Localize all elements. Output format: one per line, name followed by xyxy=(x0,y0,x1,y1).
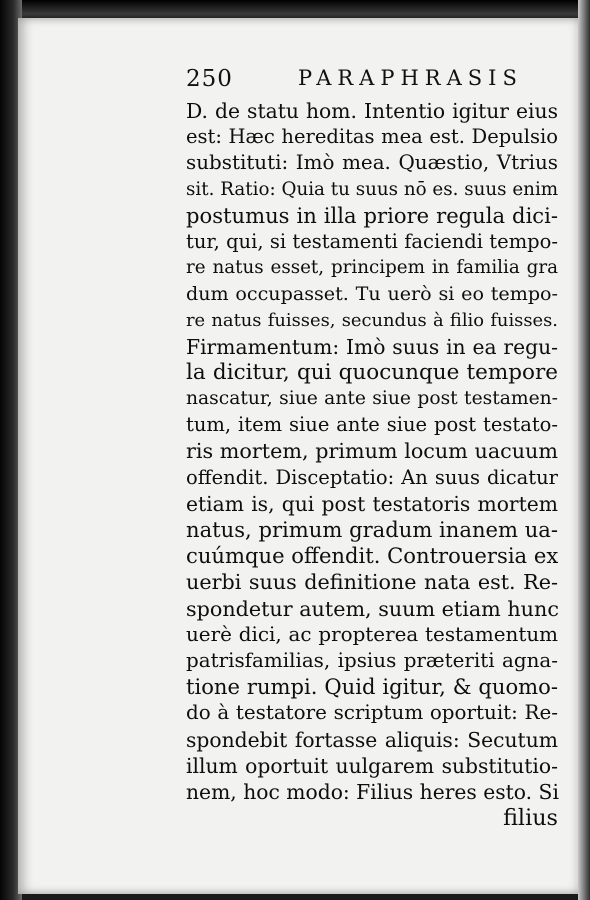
text-line: re natus esset, principem in familia gra xyxy=(186,257,558,279)
text-line: illum oportuit uulgarem substitutio- xyxy=(186,753,558,778)
text-line: dum occupasset. Tu uerò si eo tempo- xyxy=(186,282,558,306)
book-fore-edge xyxy=(578,0,590,900)
text-line: Firmamentum: Imò suus in ea regu- xyxy=(186,334,558,359)
text-line: la dicitur, qui quocunque tempore xyxy=(186,359,558,385)
text-line: ris mortem, primum locum uacuum xyxy=(186,439,558,464)
text-line: substituti: Imò mea. Quæstio, Vtrius xyxy=(186,151,558,175)
text-line: offendit. Disceptatio: An suus dicatur xyxy=(186,465,558,489)
running-title: PARAPHRASIS xyxy=(298,66,523,90)
text-line: tur, qui, si testamenti faciendi tempo- xyxy=(186,229,558,253)
text-line: etiam is, qui post testatoris mortem xyxy=(186,491,558,516)
page-header xyxy=(186,66,546,100)
catchword: filius xyxy=(503,805,558,832)
text-line: nascatur, siue ante siue post testamen- xyxy=(186,388,558,410)
text-line: sit. Ratio: Quia tu suus nō es. suus enim xyxy=(186,178,559,200)
text-line: nem, hoc modo: Filius heres esto. Si xyxy=(186,779,559,804)
text-line: tione rumpi. Quid igitur, & quomo- xyxy=(186,674,558,700)
text-line: tum, item siue ante siue post testato- xyxy=(186,413,558,437)
text-line: spondebit fortasse aliquis: Secutum xyxy=(186,727,558,752)
book-top-edge xyxy=(0,0,590,20)
text-line: uerè dici, ac propterea testamentum xyxy=(186,622,558,646)
text-line: uerbi suus definitione nata est. Re- xyxy=(186,570,558,595)
text-line: cuúmque offendit. Controuersia ex xyxy=(186,543,559,569)
page-number: 250 xyxy=(186,66,233,92)
text-line: est: Hæc hereditas mea est. Depulsio xyxy=(186,125,558,149)
text-line: natus, primum gradum inanem ua- xyxy=(186,517,559,542)
text-line: patrisfamilias, ipsius præteriti agna- xyxy=(186,648,558,672)
text-line: do à testatore scriptum oportuit: Re- xyxy=(186,701,558,725)
body-text xyxy=(186,98,558,831)
text-line: postumus in illa priore regula dici- xyxy=(186,202,558,228)
text-line: spondetur autem, suum etiam hunc xyxy=(186,596,559,621)
text-line: re natus fuisses, secundus à filio fuisses. xyxy=(186,309,558,331)
text-line: D. de statu hom. Intentio igitur eius xyxy=(186,99,558,123)
